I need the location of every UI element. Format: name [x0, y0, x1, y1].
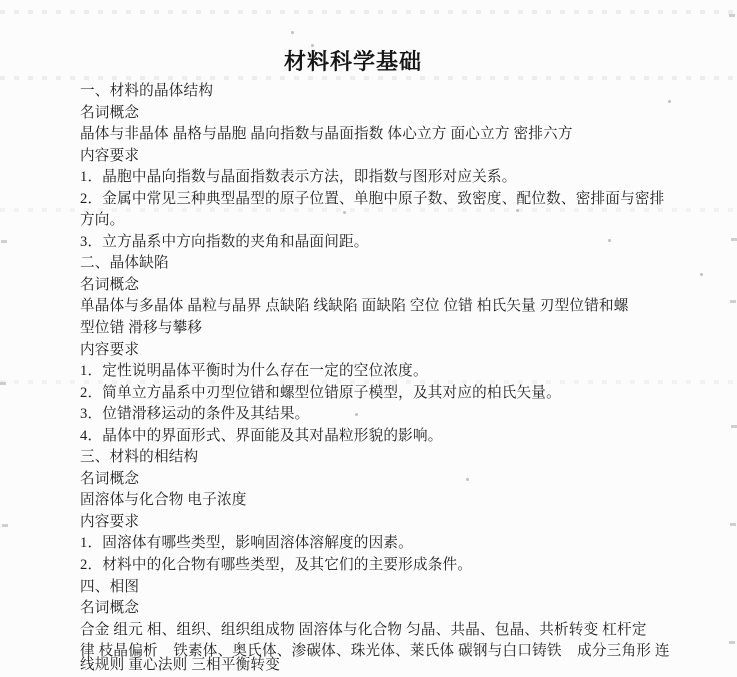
doc-line: 固溶体与化合物 电子浓度 [80, 492, 247, 509]
section-heading: 一、材料的晶体结构 [80, 83, 214, 99]
scan-noise [730, 300, 736, 303]
scan-noise [700, 273, 703, 276]
document-title: 材料科学基础 [283, 49, 422, 74]
subheading: 内容要求 [80, 513, 140, 530]
doc-line: 2．材料中的化合物有哪些类型，及其它们的主要形成条件。 [80, 557, 473, 574]
subheading: 名词概念 [80, 470, 140, 487]
section-heading: 二、晶体缺陷 [80, 255, 169, 272]
doc-line: 2．金属中常见三种典型晶型的原子位置、单胞中原子数、致密度、配位数、密排面与密排 [80, 190, 665, 207]
scan-noise [0, 208, 737, 212]
subheading: 名词概念 [80, 600, 140, 617]
doc-line: 律 枝晶偏析 铁素体、奥氏体、渗碳体、珠光体、莱氏体 碳钢与白口铸铁 成分三角形 连 [80, 643, 670, 660]
doc-line: 型位错 滑移与攀移 [80, 320, 203, 337]
scan-noise [311, 44, 314, 47]
subheading: 名词概念 [80, 104, 140, 121]
scan-noise [0, 382, 6, 385]
doc-line: 1．固溶体有哪些类型，影响固溶体溶解度的因素。 [80, 535, 413, 552]
clipped-bottom-line: 线规则 重心法则 三相平衡转变 [80, 657, 281, 673]
section-heading: 三、材料的相结构 [80, 449, 199, 466]
doc-line: 3．立方晶系中方向指数的夹角和晶面间距。 [80, 233, 369, 250]
scan-noise [729, 14, 735, 17]
doc-line: 单晶体与多晶体 晶粒与晶界 点缺陷 线缺陷 面缺陷 空位 位错 柏氏矢量 刃型位错和螺 [80, 298, 629, 315]
scan-noise [343, 211, 346, 214]
scan-noise [0, 76, 737, 80]
scan-noise [1, 240, 7, 243]
scan-noise [0, 10, 737, 14]
doc-line: 1．晶胞中晶向指数与晶面指数表示方法，即指数与图形对应关系。 [80, 169, 517, 186]
doc-line: 4．晶体中的界面形式、界面能及其对晶粒形貌的影响。 [80, 427, 443, 444]
scan-noise [608, 239, 611, 242]
document-body [80, 81, 720, 663]
scan-noise [731, 238, 737, 241]
subheading: 内容要求 [80, 147, 140, 164]
scan-noise [516, 209, 519, 212]
section-heading: 四、相图 [80, 578, 140, 595]
scan-noise [668, 100, 671, 103]
subheading: 内容要求 [80, 341, 140, 358]
scan-noise [729, 641, 735, 644]
doc-line: 2．简单立方晶系中刃型位错和螺型位错原子模型，及其对应的柏氏矢量。 [80, 384, 561, 401]
doc-line: 晶体与非晶体 晶格与晶胞 晶向指数与晶面指数 体心立方 面心立方 密排六方 [80, 126, 573, 143]
scan-noise [731, 425, 737, 428]
doc-line: 1．定性说明晶体平衡时为什么存在一定的空位浓度。 [80, 363, 428, 380]
doc-line: 3．位错滑移运动的条件及其结果。 [80, 406, 310, 423]
subheading: 名词概念 [80, 276, 140, 293]
doc-line: 合金 组元 相、组织、组织组成物 固溶体与化合物 匀晶、共晶、包晶、共析转变 杠杆定 [80, 621, 647, 638]
doc-line: 方向。 [80, 212, 125, 229]
scan-noise [355, 413, 358, 416]
scan-noise [730, 523, 736, 526]
scan-noise [466, 478, 469, 481]
scan-noise [2, 524, 8, 527]
scan-noise [0, 380, 737, 384]
scan-noise [291, 31, 294, 34]
